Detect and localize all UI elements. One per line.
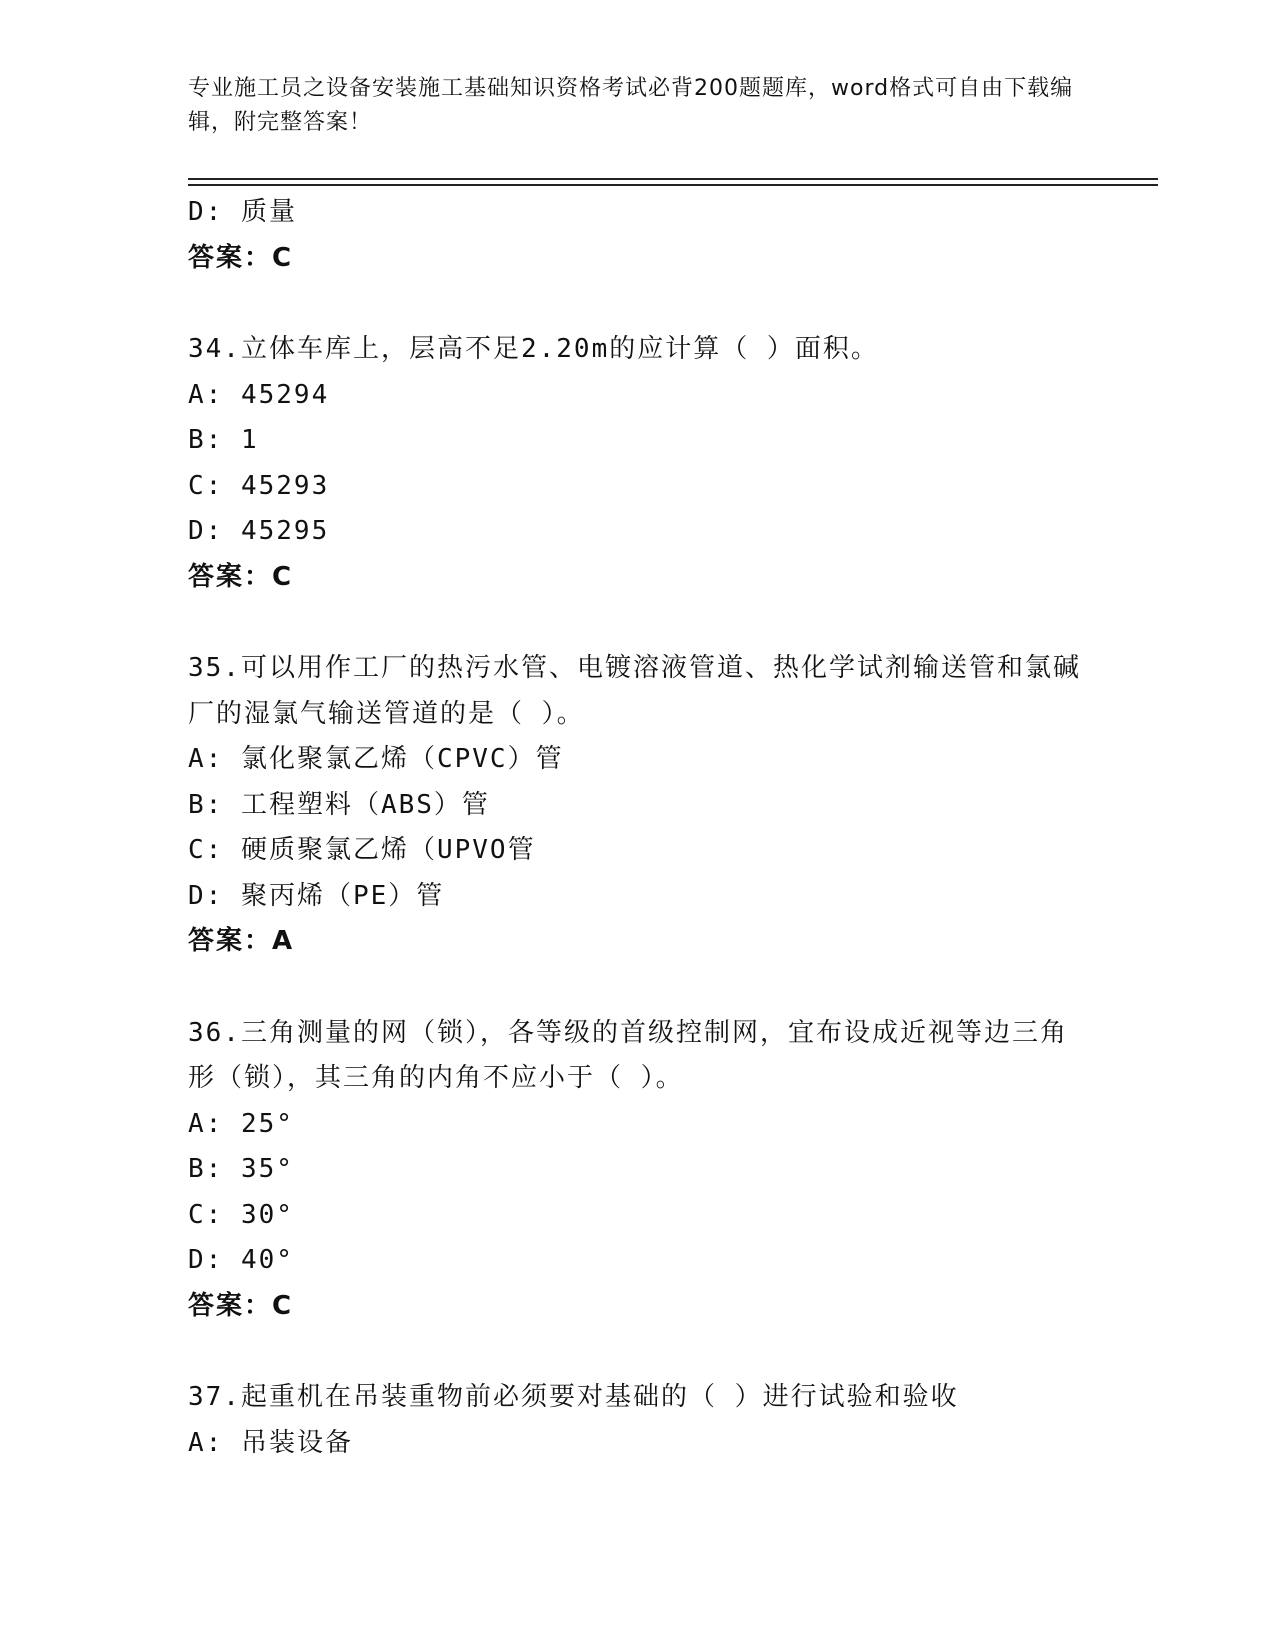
option-b: B: 35° <box>188 1154 294 1184</box>
answer-label: 答案：C <box>188 1290 294 1321</box>
option-a: A: 45294 <box>188 379 330 410</box>
spacer <box>188 600 1088 646</box>
header-rule-top <box>188 178 1158 180</box>
answer-label: 答案：C <box>188 242 294 273</box>
option-d: D: 质量 <box>188 197 297 227</box>
question-text: 36.三角测量的网（锁），各等级的首级控制网，宜布设成近视等边三角形（锁），其三角的内角不应小于（ ）。 <box>188 1017 1068 1093</box>
option-a: A: 吊装设备 <box>188 1427 353 1458</box>
option-c: C: 30° <box>188 1199 294 1230</box>
question-block-37 <box>188 1375 1088 1466</box>
question-text: 37.起重机在吊装重物前必须要对基础的（ ）进行试验和验收 <box>188 1382 959 1412</box>
document-header: 专业施工员之设备安装施工基础知识资格考试必背200题题库，word格式可自由下载编辑，附完整答案！ <box>188 76 1074 135</box>
option-b: B: 工程塑料（ABS）管 <box>188 789 490 820</box>
answer-label: 答案：C <box>188 561 294 592</box>
question-block-34 <box>188 327 1088 600</box>
option-d: D: 聚丙烯（PE）管 <box>188 880 445 911</box>
spacer <box>188 1329 1088 1375</box>
option-c: C: 硬质聚氯乙烯（UPVO管 <box>188 835 536 865</box>
question-list <box>188 190 1088 1466</box>
spacer <box>188 281 1088 327</box>
answer-label: 答案：A <box>188 926 295 956</box>
question-block-35 <box>188 646 1088 965</box>
option-d: D: 40° <box>188 1245 294 1275</box>
question-text: 35.可以用作工厂的热污水管、电镀溶液管道、热化学试剂输送管和氯碱厂的湿氯气输送管道的是（ ）。 <box>188 653 1081 729</box>
header-rule-bottom <box>188 184 1158 186</box>
spacer <box>188 965 1088 1011</box>
option-a: A: 25° <box>188 1108 294 1139</box>
question-text: 34.立体车库上，层高不足2.20m的应计算（ ）面积。 <box>188 334 879 364</box>
option-b: B: 1 <box>188 425 259 455</box>
option-d: D: 45295 <box>188 516 330 546</box>
option-c: C: 45293 <box>188 470 330 501</box>
option-a: A: 氯化聚氯乙烯（CPVC）管 <box>188 744 564 774</box>
question-block-36 <box>188 1011 1088 1330</box>
